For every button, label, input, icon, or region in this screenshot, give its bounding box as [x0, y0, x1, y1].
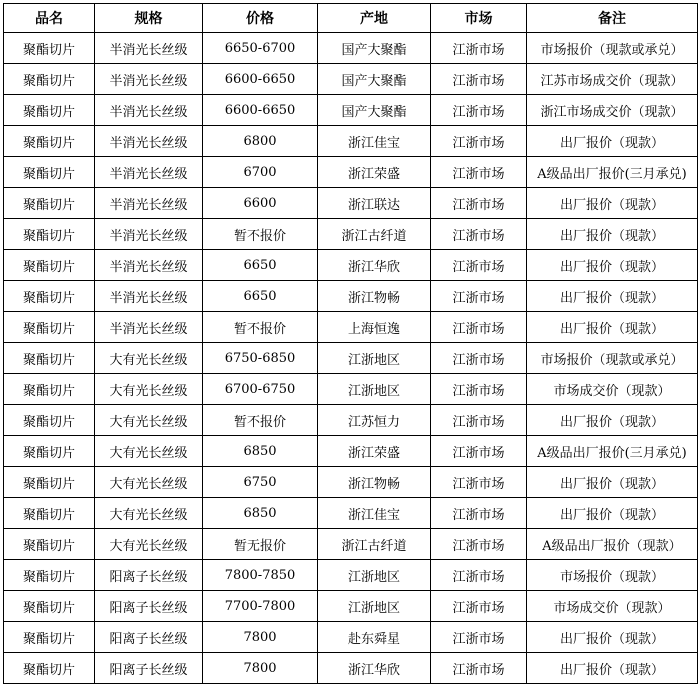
- table-row: [4, 653, 698, 684]
- cell-spec: 半消光长丝级: [95, 126, 203, 157]
- cell-market: 江浙市场: [431, 498, 527, 529]
- cell-market: 江浙市场: [431, 560, 527, 591]
- cell-price: 暂无报价: [203, 529, 318, 560]
- cell-origin: 浙江佳宝: [318, 126, 431, 157]
- cell-market: 江浙市场: [431, 529, 527, 560]
- cell-price: 6600-6650: [203, 95, 318, 126]
- cell-origin: 浙江物畅: [318, 281, 431, 312]
- cell-remark: A级品出厂报价（现款）: [527, 529, 698, 560]
- cell-market: 江浙市场: [431, 126, 527, 157]
- table-row: [4, 188, 698, 219]
- cell-origin: 上海恒逸: [318, 312, 431, 343]
- cell-product-name: 聚酯切片: [4, 405, 95, 436]
- cell-remark: 市场报价（现款或承兑）: [527, 33, 698, 64]
- cell-product-name: 聚酯切片: [4, 157, 95, 188]
- table-row: [4, 405, 698, 436]
- cell-remark: 出厂报价（现款）: [527, 281, 698, 312]
- cell-spec: 大有光长丝级: [95, 374, 203, 405]
- cell-market: 江浙市场: [431, 374, 527, 405]
- cell-product-name: 聚酯切片: [4, 622, 95, 653]
- table-body: [4, 33, 698, 684]
- cell-product-name: 聚酯切片: [4, 374, 95, 405]
- cell-market: 江浙市场: [431, 95, 527, 126]
- cell-origin: 浙江荣盛: [318, 436, 431, 467]
- cell-origin: 赴东舜星: [318, 622, 431, 653]
- cell-spec: 大有光长丝级: [95, 343, 203, 374]
- cell-market: 江浙市场: [431, 33, 527, 64]
- cell-remark: 江苏市场成交价（现款）: [527, 64, 698, 95]
- cell-origin: 江苏恒力: [318, 405, 431, 436]
- header-spec: 规格: [95, 4, 203, 33]
- cell-spec: 半消光长丝级: [95, 33, 203, 64]
- cell-origin: 江浙地区: [318, 374, 431, 405]
- cell-remark: 市场报价（现款或承兑）: [527, 343, 698, 374]
- cell-spec: 大有光长丝级: [95, 436, 203, 467]
- cell-product-name: 聚酯切片: [4, 64, 95, 95]
- table-row: [4, 622, 698, 653]
- table-row: [4, 467, 698, 498]
- cell-market: 江浙市场: [431, 188, 527, 219]
- cell-origin: 浙江荣盛: [318, 157, 431, 188]
- cell-product-name: 聚酯切片: [4, 560, 95, 591]
- cell-price: 6650: [203, 250, 318, 281]
- cell-price: 6700: [203, 157, 318, 188]
- cell-price: 7800: [203, 653, 318, 684]
- cell-product-name: 聚酯切片: [4, 95, 95, 126]
- cell-price: 6650-6700: [203, 33, 318, 64]
- cell-origin: 国产大聚酯: [318, 64, 431, 95]
- table-row: [4, 33, 698, 64]
- cell-origin: 浙江华欣: [318, 653, 431, 684]
- cell-remark: 出厂报价（现款）: [527, 405, 698, 436]
- cell-remark: 市场成交价（现款）: [527, 374, 698, 405]
- cell-price: 6750-6850: [203, 343, 318, 374]
- cell-spec: 半消光长丝级: [95, 157, 203, 188]
- cell-remark: A级品出厂报价(三月承兑): [527, 436, 698, 467]
- table-row: [4, 64, 698, 95]
- cell-product-name: 聚酯切片: [4, 188, 95, 219]
- cell-origin: 国产大聚酯: [318, 33, 431, 64]
- cell-origin: 江浙地区: [318, 343, 431, 374]
- cell-product-name: 聚酯切片: [4, 467, 95, 498]
- cell-market: 江浙市场: [431, 591, 527, 622]
- cell-origin: 浙江联达: [318, 188, 431, 219]
- table-row: [4, 250, 698, 281]
- cell-product-name: 聚酯切片: [4, 591, 95, 622]
- cell-spec: 半消光长丝级: [95, 95, 203, 126]
- cell-spec: 半消光长丝级: [95, 250, 203, 281]
- cell-spec: 阳离子长丝级: [95, 560, 203, 591]
- cell-remark: A级品出厂报价(三月承兑): [527, 157, 698, 188]
- cell-origin: 浙江华欣: [318, 250, 431, 281]
- cell-spec: 半消光长丝级: [95, 188, 203, 219]
- cell-remark: 出厂报价（现款）: [527, 312, 698, 343]
- cell-product-name: 聚酯切片: [4, 126, 95, 157]
- cell-remark: 出厂报价（现款）: [527, 250, 698, 281]
- cell-spec: 大有光长丝级: [95, 467, 203, 498]
- cell-price: 6650: [203, 281, 318, 312]
- cell-market: 江浙市场: [431, 64, 527, 95]
- cell-origin: 国产大聚酯: [318, 95, 431, 126]
- table-row: [4, 343, 698, 374]
- cell-remark: 出厂报价（现款）: [527, 498, 698, 529]
- cell-origin: 江浙地区: [318, 560, 431, 591]
- header-price: 价格: [203, 4, 318, 33]
- cell-market: 江浙市场: [431, 436, 527, 467]
- cell-origin: 浙江物畅: [318, 467, 431, 498]
- table-row: [4, 126, 698, 157]
- cell-spec: 大有光长丝级: [95, 498, 203, 529]
- cell-price: 暂不报价: [203, 405, 318, 436]
- table-row: [4, 219, 698, 250]
- header-product-name: 品名: [4, 4, 95, 33]
- table-row: [4, 95, 698, 126]
- cell-market: 江浙市场: [431, 157, 527, 188]
- header-market: 市场: [431, 4, 527, 33]
- table-row: [4, 498, 698, 529]
- cell-spec: 半消光长丝级: [95, 281, 203, 312]
- cell-market: 江浙市场: [431, 622, 527, 653]
- cell-market: 江浙市场: [431, 653, 527, 684]
- cell-price: 6800: [203, 126, 318, 157]
- price-table-container: [3, 3, 698, 684]
- table-row: [4, 436, 698, 467]
- table-row: [4, 529, 698, 560]
- cell-spec: 阳离子长丝级: [95, 653, 203, 684]
- cell-origin: 江浙地区: [318, 591, 431, 622]
- table-header-row: [4, 4, 698, 33]
- cell-market: 江浙市场: [431, 281, 527, 312]
- cell-origin: 浙江佳宝: [318, 498, 431, 529]
- cell-remark: 市场报价（现款）: [527, 560, 698, 591]
- cell-product-name: 聚酯切片: [4, 436, 95, 467]
- cell-spec: 阳离子长丝级: [95, 622, 203, 653]
- cell-product-name: 聚酯切片: [4, 250, 95, 281]
- cell-remark: 出厂报价（现款）: [527, 219, 698, 250]
- cell-remark: 浙江市场成交价（现款）: [527, 95, 698, 126]
- cell-spec: 半消光长丝级: [95, 64, 203, 95]
- cell-price: 6600: [203, 188, 318, 219]
- cell-price: 6850: [203, 498, 318, 529]
- cell-price: 7800-7850: [203, 560, 318, 591]
- cell-spec: 大有光长丝级: [95, 529, 203, 560]
- cell-product-name: 聚酯切片: [4, 312, 95, 343]
- table-row: [4, 374, 698, 405]
- cell-market: 江浙市场: [431, 343, 527, 374]
- table-row: [4, 157, 698, 188]
- cell-product-name: 聚酯切片: [4, 653, 95, 684]
- cell-market: 江浙市场: [431, 250, 527, 281]
- cell-origin: 浙江古纤道: [318, 219, 431, 250]
- cell-price: 暂不报价: [203, 219, 318, 250]
- cell-price: 7700-7800: [203, 591, 318, 622]
- cell-remark: 出厂报价（现款）: [527, 653, 698, 684]
- cell-price: 6850: [203, 436, 318, 467]
- cell-market: 江浙市场: [431, 219, 527, 250]
- cell-price: 暂不报价: [203, 312, 318, 343]
- cell-product-name: 聚酯切片: [4, 498, 95, 529]
- cell-spec: 半消光长丝级: [95, 219, 203, 250]
- cell-remark: 出厂报价（现款）: [527, 467, 698, 498]
- cell-product-name: 聚酯切片: [4, 33, 95, 64]
- table-row: [4, 281, 698, 312]
- table-row: [4, 560, 698, 591]
- cell-origin: 浙江古纤道: [318, 529, 431, 560]
- cell-spec: 阳离子长丝级: [95, 591, 203, 622]
- cell-price: 6700-6750: [203, 374, 318, 405]
- header-remark: 备注: [527, 4, 698, 33]
- cell-remark: 出厂报价（现款）: [527, 126, 698, 157]
- table-row: [4, 591, 698, 622]
- header-origin: 产地: [318, 4, 431, 33]
- cell-market: 江浙市场: [431, 467, 527, 498]
- cell-remark: 出厂报价（现款）: [527, 188, 698, 219]
- cell-market: 江浙市场: [431, 405, 527, 436]
- cell-product-name: 聚酯切片: [4, 219, 95, 250]
- cell-remark: 市场成交价（现款）: [527, 591, 698, 622]
- price-table: [3, 3, 698, 684]
- cell-spec: 半消光长丝级: [95, 312, 203, 343]
- table-row: [4, 312, 698, 343]
- cell-product-name: 聚酯切片: [4, 343, 95, 374]
- cell-market: 江浙市场: [431, 312, 527, 343]
- cell-spec: 大有光长丝级: [95, 405, 203, 436]
- cell-price: 6750: [203, 467, 318, 498]
- cell-price: 7800: [203, 622, 318, 653]
- cell-product-name: 聚酯切片: [4, 281, 95, 312]
- cell-price: 6600-6650: [203, 64, 318, 95]
- cell-remark: 出厂报价（现款）: [527, 622, 698, 653]
- cell-product-name: 聚酯切片: [4, 529, 95, 560]
